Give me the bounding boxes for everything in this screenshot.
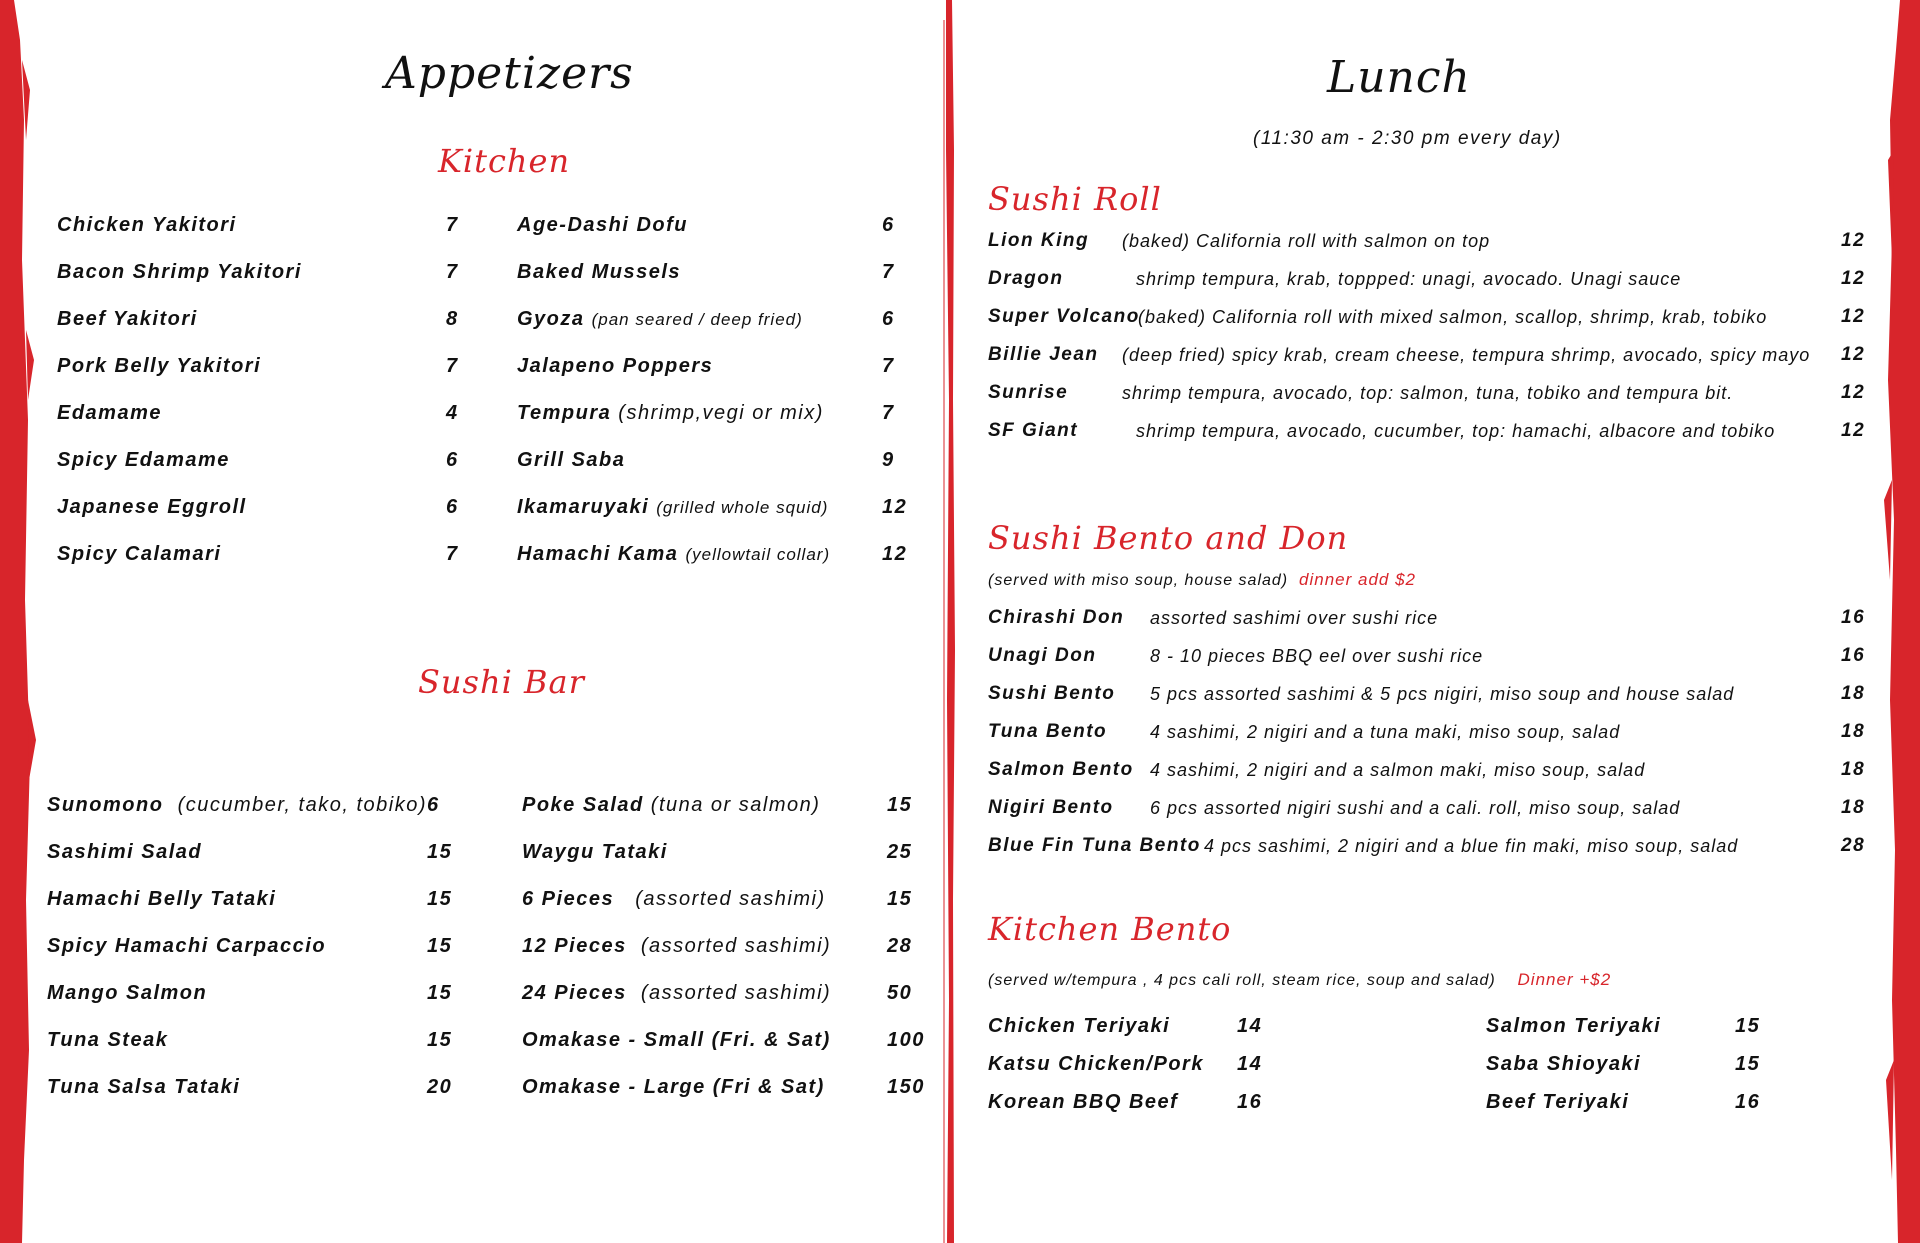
kitchen-bento-subtitle <box>988 970 1611 990</box>
sushi-bar-item-name: Waygu Tataki <box>522 841 668 863</box>
sushi-roll-desc: (deep fried) spicy krab, cream cheese, tempura shrimp, avocado, spicy mayo <box>1122 345 1811 365</box>
kitchen-item-name: Hamachi Kama <box>517 543 679 565</box>
kitchen-item <box>517 355 713 378</box>
bento-don-desc: 4 sashimi, 2 nigiri and a tuna maki, miso soup, salad <box>1150 722 1621 742</box>
kitchen-bento-price: 14 <box>1237 1053 1263 1075</box>
sushi-roll-price: 12 <box>1841 420 1866 441</box>
sushi-roll-name: Sunrise <box>988 382 1069 403</box>
sushi-bar-item-name: Poke Salad <box>522 794 644 816</box>
sushi-bar-item-price: 15 <box>427 1029 453 1051</box>
kitchen-item-note: (pan seared / deep fried) <box>591 310 803 329</box>
sushi-bar-item-note: (cucumber, tako, tobiko) <box>177 794 427 816</box>
bento-don-price: 28 <box>1841 835 1866 856</box>
sushi-bar-item-note: (assorted sashimi) <box>635 888 826 910</box>
sushi-roll-name: Billie Jean <box>988 344 1099 365</box>
bento-don-dinner-note: dinner add $2 <box>1299 570 1416 589</box>
sushi-roll-item <box>988 420 1078 442</box>
bento-don-desc: 4 sashimi, 2 nigiri and a salmon maki, miso soup, salad <box>1150 760 1646 780</box>
sushi-roll-item <box>988 306 1140 328</box>
kitchen-item-name: Spicy Edamame <box>57 449 230 471</box>
bento-don-name: Tuna Bento <box>988 721 1108 742</box>
kitchen-item-price: 7 <box>446 261 459 283</box>
bento-don-price: 18 <box>1841 683 1866 704</box>
sushi-bar-item-name: Tuna Steak <box>47 1029 169 1051</box>
kitchen-item-note: (grilled whole squid) <box>656 498 829 517</box>
kitchen-item-price: 6 <box>446 449 459 471</box>
bento-don-price: 18 <box>1841 797 1866 818</box>
kitchen-item-name: Grill Saba <box>517 449 626 471</box>
sushi-bar-item <box>522 982 831 1005</box>
kitchen-item-name: Jalapeno Poppers <box>517 355 714 377</box>
kitchen-item-price: 4 <box>446 402 459 424</box>
bento-don-name: Sushi Bento <box>988 683 1116 704</box>
appetizers-title: Appetizers <box>385 48 634 99</box>
kitchen-item-price: 8 <box>446 308 459 330</box>
sushi-bar-item-price: 15 <box>427 841 453 863</box>
sushi-roll-price: 12 <box>1841 344 1866 365</box>
sushi-roll-desc: (baked) California roll with mixed salmon, scallop, shrimp, krab, tobiko <box>1138 307 1768 327</box>
sushi-bar-item-note: (assorted sashimi) <box>640 935 832 957</box>
sushi-roll-heading: Sushi Roll <box>988 180 1162 218</box>
kitchen-bento-price: 14 <box>1237 1015 1263 1037</box>
bento-don-name: Nigiri Bento <box>988 797 1114 818</box>
kitchen-item-name: Ikamaruyaki <box>517 496 650 518</box>
sushi-bar-item-name: Sashimi Salad <box>47 841 203 863</box>
sushi-bar-item-price: 15 <box>887 794 913 816</box>
bento-don-desc: 8 - 10 pieces BBQ eel over sushi rice <box>1150 646 1484 666</box>
kitchen-item-name: Beef Yakitori <box>57 308 198 330</box>
sushi-bar-item-name: Omakase - Large (Fri & Sat) <box>522 1076 825 1098</box>
sushi-roll-price: 12 <box>1841 268 1866 289</box>
kitchen-bento-name: Beef Teriyaki <box>1486 1091 1630 1113</box>
sushi-bar-heading: Sushi Bar <box>418 663 585 701</box>
sushi-roll-item <box>988 344 1099 366</box>
sushi-bar-item-note: (assorted sashimi) <box>640 982 832 1004</box>
sushi-bar-item-name: Hamachi Belly Tataki <box>47 888 277 910</box>
kitchen-item-price: 6 <box>446 496 459 518</box>
kitchen-bento-name: Katsu Chicken/Pork <box>988 1053 1204 1075</box>
kitchen-item-name: Gyoza <box>517 308 585 330</box>
kitchen-item-note: (shrimp,vegi or mix) <box>618 402 824 424</box>
kitchen-bento-name: Saba Shioyaki <box>1486 1053 1642 1075</box>
sushi-bar-item-name: Mango Salmon <box>47 982 208 1004</box>
kitchen-heading: Kitchen <box>438 142 571 180</box>
sushi-bar-item-price: 100 <box>887 1029 925 1051</box>
kitchen-item-name: Bacon Shrimp Yakitori <box>57 261 302 283</box>
kitchen-item <box>517 402 824 425</box>
kitchen-item-name: Japanese Eggroll <box>57 496 247 518</box>
bento-don-name: Blue Fin Tuna Bento <box>988 835 1201 856</box>
sushi-roll-name: Super Volcano <box>988 306 1140 327</box>
sushi-bar-item-price: 15 <box>427 935 453 957</box>
sushi-roll-price: 12 <box>1841 230 1866 251</box>
sushi-bar-item-note: (tuna or salmon) <box>650 794 821 816</box>
sushi-bar-item-name: 6 Pieces <box>522 888 615 910</box>
sushi-bar-item <box>522 794 820 817</box>
sushi-bar-item-price: 15 <box>427 982 453 1004</box>
kitchen-bento-dinner-note: Dinner +$2 <box>1517 970 1612 989</box>
kitchen-item-price: 6 <box>882 214 895 236</box>
kitchen-item-price: 7 <box>882 355 895 377</box>
sushi-bar-item-price: 25 <box>887 841 913 863</box>
kitchen-bento-served-with: (served w/tempura , 4 pcs cali roll, steam rice, soup and salad) <box>988 972 1496 989</box>
sushi-roll-item <box>988 382 1068 404</box>
sushi-roll-desc: (baked) California roll with salmon on top <box>1122 231 1491 251</box>
sushi-bar-item-name: Omakase - Small (Fri. & Sat) <box>522 1029 831 1051</box>
sushi-bar-item <box>522 888 826 911</box>
bento-don-desc: 4 pcs sashimi, 2 nigiri and a blue fin maki, miso soup, salad <box>1204 836 1739 856</box>
lunch-hours: (11:30 am - 2:30 pm every day) <box>1253 128 1562 149</box>
bento-don-price: 18 <box>1841 721 1866 742</box>
sushi-roll-desc: shrimp tempura, krab, toppped: unagi, avocado. Unagi sauce <box>1136 269 1682 289</box>
kitchen-item-name: Baked Mussels <box>517 261 682 283</box>
sushi-roll-desc: shrimp tempura, avocado, top: salmon, tuna, tobiko and tempura bit. <box>1122 383 1734 403</box>
kitchen-item <box>517 543 830 566</box>
kitchen-item-name: Spicy Calamari <box>57 543 222 565</box>
kitchen-item-price: 7 <box>446 355 459 377</box>
sushi-bar-item-name: Tuna Salsa Tataki <box>47 1076 241 1098</box>
bento-don-name: Unagi Don <box>988 645 1097 666</box>
kitchen-item-price: 7 <box>446 543 459 565</box>
sushi-roll-price: 12 <box>1841 382 1866 403</box>
kitchen-bento-name: Salmon Teriyaki <box>1486 1015 1662 1037</box>
kitchen-item-price: 6 <box>882 308 895 330</box>
sushi-bar-item-price: 28 <box>887 935 913 957</box>
kitchen-item <box>517 308 803 331</box>
kitchen-item-name: Pork Belly Yakitori <box>57 355 262 377</box>
kitchen-item-name: Age-Dashi Dofu <box>517 214 688 236</box>
kitchen-item-price: 12 <box>882 543 908 565</box>
sushi-bar-item-name: 12 Pieces <box>522 935 627 957</box>
kitchen-item-name: Edamame <box>57 402 162 424</box>
kitchen-item <box>517 261 681 284</box>
kitchen-bento-price: 15 <box>1735 1015 1761 1037</box>
bento-don-price: 16 <box>1841 607 1866 628</box>
sushi-bar-item-price: 150 <box>887 1076 925 1098</box>
bento-don-name: Chirashi Don <box>988 607 1125 628</box>
kitchen-item-price: 7 <box>882 261 895 283</box>
sushi-bar-item-price: 15 <box>427 888 453 910</box>
kitchen-bento-heading: Kitchen Bento <box>988 910 1232 948</box>
kitchen-item <box>517 214 688 237</box>
right-brush-stroke <box>1870 0 1920 1243</box>
kitchen-item-price: 12 <box>882 496 908 518</box>
bento-don-desc: 5 pcs assorted sashimi & 5 pcs nigiri, miso soup and house salad <box>1150 684 1735 704</box>
left-brush-stroke <box>0 0 40 1243</box>
kitchen-bento-price: 16 <box>1735 1091 1761 1113</box>
sushi-bar-item <box>47 794 427 817</box>
lunch-title: Lunch <box>1327 52 1471 103</box>
sushi-roll-name: Dragon <box>988 268 1064 289</box>
sushi-roll-name: SF Giant <box>988 420 1079 441</box>
center-brush-stroke <box>940 0 964 1243</box>
bento-don-price: 16 <box>1841 645 1866 666</box>
kitchen-item-price: 7 <box>882 402 895 424</box>
sushi-bar-item-price: 20 <box>427 1076 453 1098</box>
sushi-roll-name: Lion King <box>988 230 1090 251</box>
kitchen-item-name: Tempura <box>517 402 612 424</box>
sushi-roll-price: 12 <box>1841 306 1866 327</box>
bento-don-name: Salmon Bento <box>988 759 1134 780</box>
kitchen-bento-name: Chicken Teriyaki <box>988 1015 1171 1037</box>
sushi-bar-item <box>522 935 831 958</box>
bento-don-subtitle <box>988 570 1416 590</box>
kitchen-bento-price: 16 <box>1237 1091 1263 1113</box>
bento-don-served-with: (served with miso soup, house salad) <box>988 572 1289 589</box>
sushi-roll-item <box>988 268 1064 290</box>
sushi-bar-item-price: 6 <box>427 794 440 816</box>
kitchen-item-name: Chicken Yakitori <box>57 214 237 236</box>
kitchen-item-note: (yellowtail collar) <box>685 545 831 564</box>
kitchen-item <box>517 449 625 472</box>
sushi-bar-item-name: Sunomono <box>47 794 164 816</box>
kitchen-item <box>517 496 828 519</box>
sushi-roll-item <box>988 230 1089 252</box>
kitchen-item-price: 7 <box>446 214 459 236</box>
bento-don-desc: 6 pcs assorted nigiri sushi and a cali. roll, miso soup, salad <box>1150 798 1681 818</box>
kitchen-bento-name: Korean BBQ Beef <box>988 1091 1179 1113</box>
bento-don-desc: assorted sashimi over sushi rice <box>1150 608 1439 628</box>
sushi-bar-item-name: 24 Pieces <box>522 982 627 1004</box>
kitchen-item-price: 9 <box>882 449 895 471</box>
sushi-bar-item-price: 15 <box>887 888 913 910</box>
sushi-bar-item-price: 50 <box>887 982 913 1004</box>
kitchen-bento-price: 15 <box>1735 1053 1761 1075</box>
sushi-bar-item-name: Spicy Hamachi Carpaccio <box>47 935 327 957</box>
bento-don-heading: Sushi Bento and Don <box>988 519 1349 557</box>
sushi-roll-desc: shrimp tempura, avocado, cucumber, top: hamachi, albacore and tobiko <box>1136 421 1776 441</box>
bento-don-price: 18 <box>1841 759 1866 780</box>
